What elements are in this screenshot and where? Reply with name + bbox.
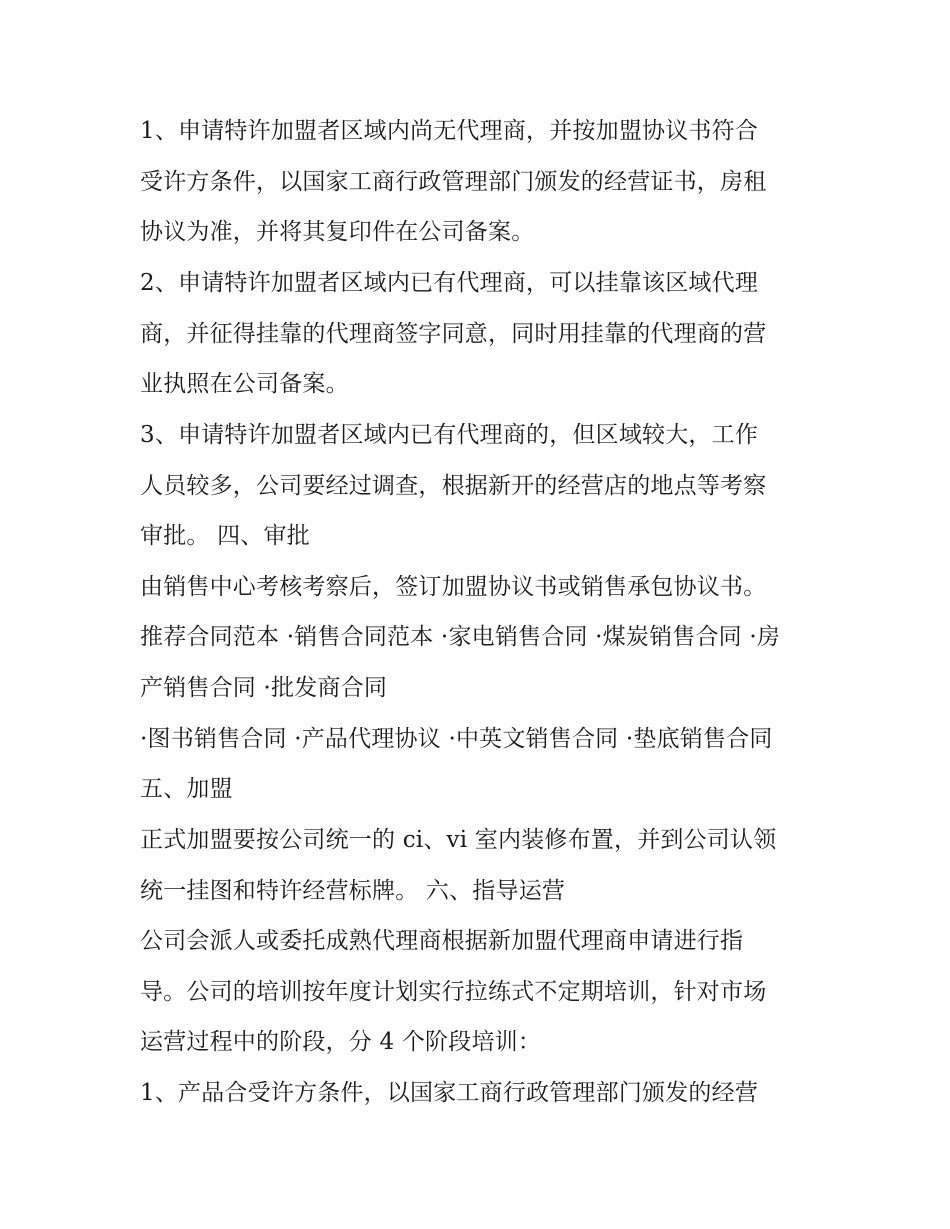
text-line: 推荐合同范本 ·销售合同范本 ·家电销售合同 ·煤炭销售合同 ·房 [140,624,781,650]
text-line: 受许方条件，以国家工商行政管理部门颁发的经营证书，房租 [140,169,767,195]
text-line: 导。公司的培训按年度计划实行拉练式不定期培训，针对市场 [140,979,767,1005]
text-line: ·图书销售合同 ·产品代理协议 ·中英文销售合同 ·垫底销售合同 [140,726,773,752]
text-line: 产销售合同 ·批发商合同 [140,675,388,701]
text-line: 人员较多，公司要经过调查，根据新开的经营店的地点等考察 [140,473,767,499]
text-line: 1、申请特许加盟者区域内尚无代理商，并按加盟协议书符合 [140,118,759,144]
text-line: 统一挂图和特许经营标牌。 六、指导运营 [140,878,566,904]
text-line: 协议为准，并将其复印件在公司备案。 [140,219,535,245]
text-line: 3、申请特许加盟者区域内已有代理商的，但区域较大，工作 [140,422,759,448]
text-line: 业执照在公司备案。 [140,371,349,397]
text-line: 公司会派人或委托成熟代理商根据新加盟代理商申请进行指 [140,928,744,954]
text-line: 2、申请特许加盟者区域内已有代理商，可以挂靠该区域代理 [140,270,759,296]
text-line: 正式加盟要按公司统一的 ci、vi 室内装修布置，并到公司认领 [140,827,777,853]
text-line: 五、加盟 [140,776,233,802]
text-line: 1、产品合受许方条件，以国家工商行政管理部门颁发的经营 [140,1080,759,1106]
text-line: 由销售中心考核考察后，签订加盟协议书或销售承包协议书。 [140,574,767,600]
text-line: 运营过程中的阶段，分 4 个阶段培训： [140,1029,542,1055]
text-line: 审批。 四、审批 [140,523,310,549]
text-line: 商，并征得挂靠的代理商签字同意，同时用挂靠的代理商的营 [140,321,767,347]
